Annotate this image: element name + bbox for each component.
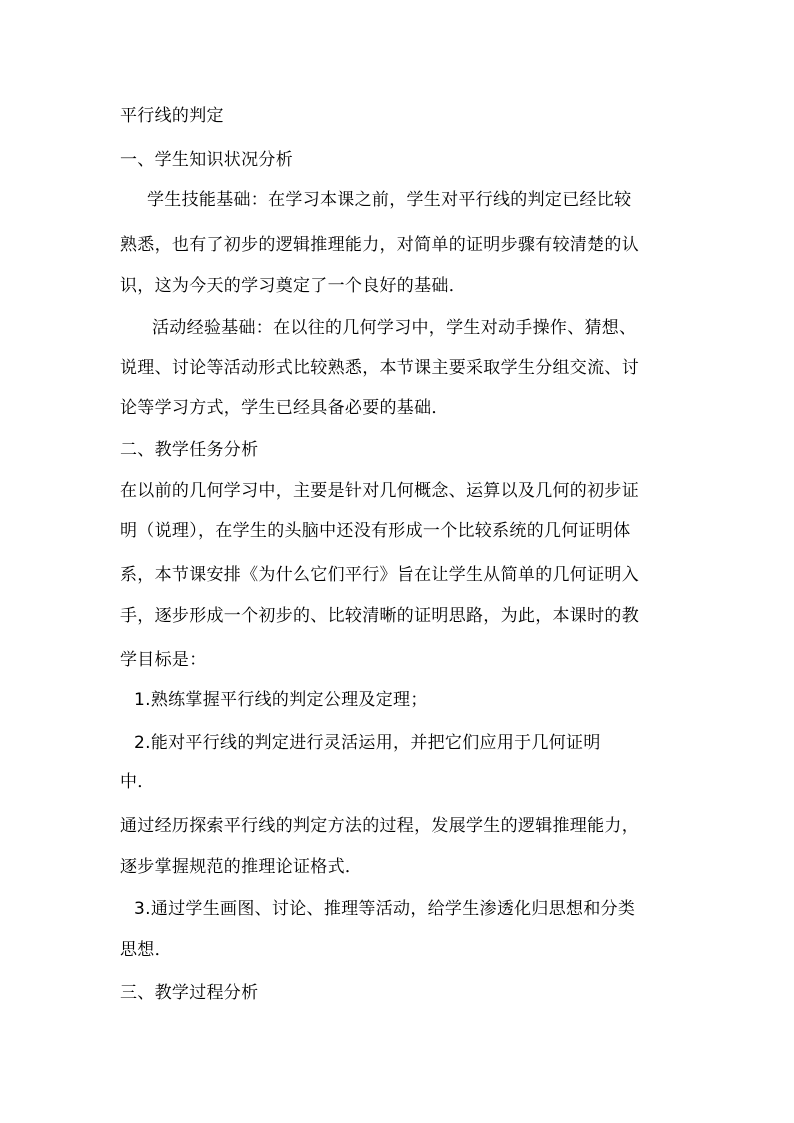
paragraph-line: 论等学习方式，学生已经具备必要的基础． — [120, 398, 449, 418]
paragraph-line: 在以前的几何学习中，主要是针对几何概念、运算以及几何的初步证 — [120, 481, 639, 501]
goal-item-1: 1.熟练掌握平行线的判定公理及定理； — [134, 690, 428, 710]
paragraph-line: 学目标是： — [120, 650, 207, 670]
paragraph-line: 识，这为今天的学习奠定了一个良好的基础． — [120, 276, 466, 296]
section-heading-2: 二、教学任务分析 — [120, 440, 259, 460]
section-heading-3: 三、教学过程分析 — [120, 983, 259, 1003]
section-heading-1: 一、学生知识状况分析 — [120, 150, 293, 170]
paragraph-line: 系，本节课安排《为什么它们平行》旨在让学生从简单的几何证明入 — [120, 565, 639, 585]
paragraph-line: 逐步掌握规范的推理论证格式． — [120, 857, 363, 877]
paragraph-line: 说理、讨论等活动形式比较熟悉，本节课主要采取学生分组交流、讨 — [120, 358, 639, 378]
paragraph-line: 熟悉，也有了初步的逻辑推理能力，对简单的证明步骤有较清楚的认 — [120, 235, 639, 255]
document-title: 平行线的判定 — [120, 106, 224, 126]
paragraph-line: 活动经验基础：在以往的几何学习中，学生对动手操作、猜想、 — [152, 318, 637, 338]
paragraph-line: 明（说理），在学生的头脑中还没有形成一个比较系统的几何证明体 — [120, 521, 631, 541]
goal-item-2-continued: 中． — [120, 772, 155, 792]
paragraph-line: 通过经历探索平行线的判定方法的过程，发展学生的逻辑推理能力， — [120, 816, 639, 836]
paragraph-line: 手，逐步形成一个初步的、比较清晰的证明思路，为此，本课时的教 — [120, 606, 639, 626]
goal-item-2: 2.能对平行线的判定进行灵活运用，并把它们应用于几何证明 — [134, 733, 601, 753]
paragraph-line: 学生技能基础：在学习本课之前，学生对平行线的判定已经比较 — [147, 190, 632, 210]
goal-item-3-continued: 思想． — [120, 940, 172, 960]
goal-item-3: 3.通过学生画图、讨论、推理等活动，给学生渗透化归思想和分类 — [134, 899, 636, 919]
